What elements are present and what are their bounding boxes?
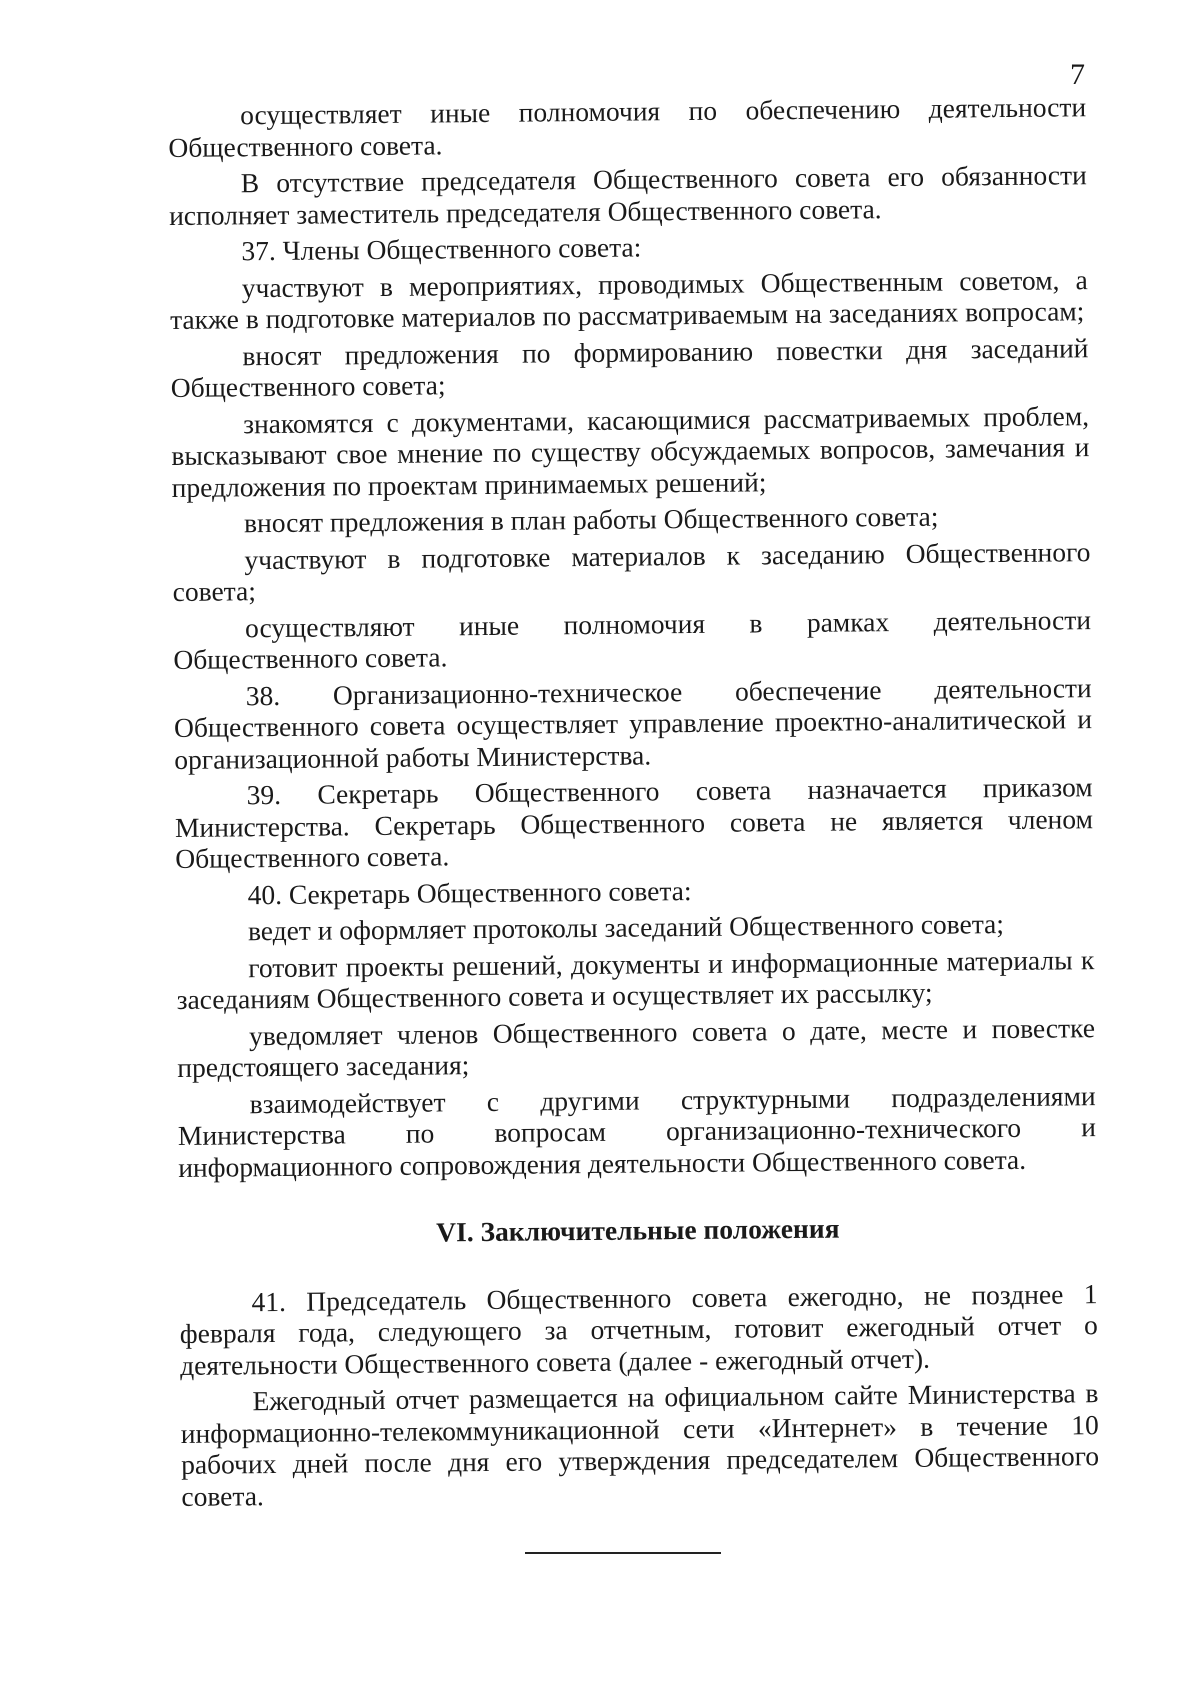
paragraph: вносят предложения по формированию повестки дня заседаний Общественного совета; bbox=[170, 331, 1089, 403]
paragraph: осуществляют иные полномочия в рамках деятельности Общественного совета. bbox=[173, 603, 1092, 675]
final-paragraph: Ежегодный отчет размещается на официальном сайте Министерства в информационно-телекоммуникационной сети «Интернет» в течение 10 рабочих дней после дня его утверждения председателем Общественного совета. bbox=[180, 1377, 1100, 1512]
paragraph: ведет и оформляет протоколы заседаний Общественного совета; bbox=[247, 908, 1005, 947]
paragraph: 40. Секретарь Общественного совета: bbox=[247, 874, 692, 910]
paragraph: участвуют в мероприятиях, проводимых Общественным советом, а также в подготовке материалов по рассматриваемым на заседаниях вопросам; bbox=[169, 263, 1088, 335]
paragraph: уведомляет членов Общественного совета о дате, месте и повестке предстоящего заседания; bbox=[177, 1011, 1096, 1083]
paragraph: готовит проекты решений, документы и информационные материалы к заседаниям Общественного совета и осуществляет их рассылку; bbox=[176, 943, 1095, 1015]
paragraph: знакомятся с документами, касающимися рассматриваемых проблем, высказывают свое мнение по существу обсуждаемых вопросов, замечания и предложения по проектам принимаемых решений; bbox=[171, 399, 1090, 503]
paragraph: осуществляет иные полномочия по обеспечению деятельности Общественного совета. bbox=[168, 91, 1087, 163]
document-body bbox=[168, 91, 1100, 1517]
end-rule bbox=[525, 1552, 721, 1554]
final-paragraph: 41. Председатель Общественного совета ежегодно, не позднее 1 февраля года, следующего за отчетным, готовит ежегодный отчет о деятельности Общественного совета (далее - ежегодный отчет). bbox=[179, 1277, 1098, 1381]
paragraph: участвуют в подготовке материалов к заседанию Общественного совета; bbox=[172, 535, 1091, 607]
paragraph: взаимодействует с другими структурными подразделениями Министерства по вопросам организационно-технического и информационного сопровождения деятельности Общественного совета. bbox=[177, 1079, 1097, 1183]
section-heading: VI. Заключительные положения bbox=[436, 1212, 840, 1248]
paragraph: В отсутствие председателя Общественного совета его обязанности исполняет заместитель председателя Общественного совета. bbox=[168, 159, 1087, 231]
paragraph: вносят предложения в план работы Общественного совета; bbox=[243, 500, 939, 539]
paragraph: 37. Члены Общественного совета: bbox=[241, 231, 642, 267]
page-number: 7 bbox=[1070, 58, 1085, 91]
paragraph: 39. Секретарь Общественного совета назначается приказом Министерства. Секретарь Общественного совета не является членом Общественного совета. bbox=[174, 771, 1094, 874]
paragraph: 38. Организационно-техническое обеспечение деятельности Общественного совета осуществляет управление проектно-аналитической и организационной работы Министерства. bbox=[173, 671, 1093, 775]
